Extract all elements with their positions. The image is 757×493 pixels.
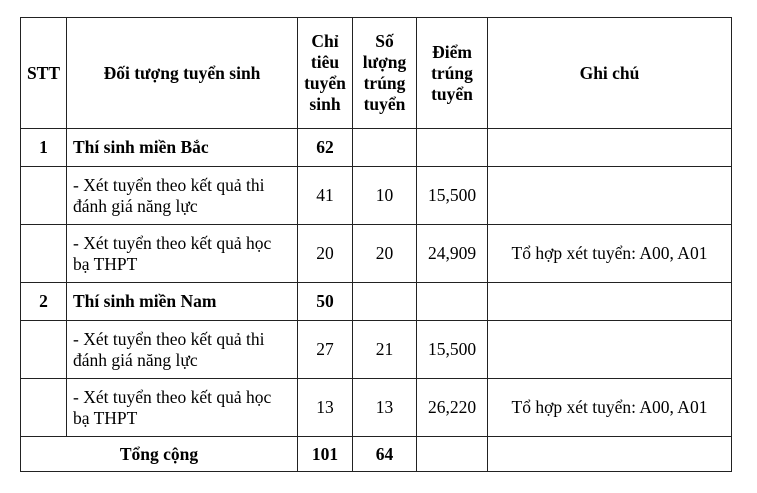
cell-ghi-chu bbox=[488, 283, 732, 321]
cell-so-luong: 20 bbox=[353, 225, 417, 283]
cell-so-luong: 21 bbox=[353, 321, 417, 379]
cell-stt: 2 bbox=[21, 283, 67, 321]
cell-diem bbox=[417, 283, 488, 321]
cell-stt: 1 bbox=[21, 129, 67, 167]
cell-diem: 15,500 bbox=[417, 321, 488, 379]
cell-ghi-chu bbox=[488, 167, 732, 225]
cell-diem bbox=[417, 129, 488, 167]
admission-results-table bbox=[20, 17, 732, 472]
cell-stt bbox=[21, 225, 67, 283]
cell-ghi-chu: Tổ hợp xét tuyển: A00, A01 bbox=[488, 225, 732, 283]
cell-doi-tuong: - Xét tuyển theo kết quả học bạ THPT bbox=[67, 379, 298, 437]
cell-diem: 24,909 bbox=[417, 225, 488, 283]
total-so-luong: 64 bbox=[353, 437, 417, 472]
table-row bbox=[21, 321, 732, 379]
cell-so-luong bbox=[353, 129, 417, 167]
cell-diem: 15,500 bbox=[417, 167, 488, 225]
cell-diem: 26,220 bbox=[417, 379, 488, 437]
cell-chi-tieu: 50 bbox=[298, 283, 353, 321]
table-row bbox=[21, 283, 732, 321]
cell-chi-tieu: 20 bbox=[298, 225, 353, 283]
header-ghi-chu: Ghi chú bbox=[488, 18, 732, 129]
total-row bbox=[21, 437, 732, 472]
cell-so-luong: 13 bbox=[353, 379, 417, 437]
total-label: Tổng cộng bbox=[21, 437, 298, 472]
cell-chi-tieu: 13 bbox=[298, 379, 353, 437]
cell-so-luong: 10 bbox=[353, 167, 417, 225]
header-stt: STT bbox=[21, 18, 67, 129]
total-diem bbox=[417, 437, 488, 472]
cell-so-luong bbox=[353, 283, 417, 321]
cell-doi-tuong: Thí sinh miền Bắc bbox=[67, 129, 298, 167]
cell-doi-tuong: - Xét tuyển theo kết quả thi đánh giá năng lực bbox=[67, 321, 298, 379]
cell-doi-tuong: - Xét tuyển theo kết quả học bạ THPT bbox=[67, 225, 298, 283]
cell-stt bbox=[21, 379, 67, 437]
cell-doi-tuong: - Xét tuyển theo kết quả thi đánh giá năng lực bbox=[67, 167, 298, 225]
header-row bbox=[21, 18, 732, 129]
header-diem: Điểm trúng tuyển bbox=[417, 18, 488, 129]
total-ghi-chu bbox=[488, 437, 732, 472]
cell-chi-tieu: 62 bbox=[298, 129, 353, 167]
cell-chi-tieu: 27 bbox=[298, 321, 353, 379]
cell-ghi-chu bbox=[488, 129, 732, 167]
table-row bbox=[21, 167, 732, 225]
cell-ghi-chu: Tổ hợp xét tuyển: A00, A01 bbox=[488, 379, 732, 437]
header-so-luong: Số lượng trúng tuyển bbox=[353, 18, 417, 129]
cell-stt bbox=[21, 167, 67, 225]
total-chi-tieu: 101 bbox=[298, 437, 353, 472]
cell-stt bbox=[21, 321, 67, 379]
header-doi-tuong: Đối tượng tuyển sinh bbox=[67, 18, 298, 129]
header-chi-tieu: Chỉ tiêu tuyển sinh bbox=[298, 18, 353, 129]
cell-chi-tieu: 41 bbox=[298, 167, 353, 225]
table-row bbox=[21, 225, 732, 283]
table-row bbox=[21, 129, 732, 167]
table-row bbox=[21, 379, 732, 437]
cell-doi-tuong: Thí sinh miền Nam bbox=[67, 283, 298, 321]
cell-ghi-chu bbox=[488, 321, 732, 379]
